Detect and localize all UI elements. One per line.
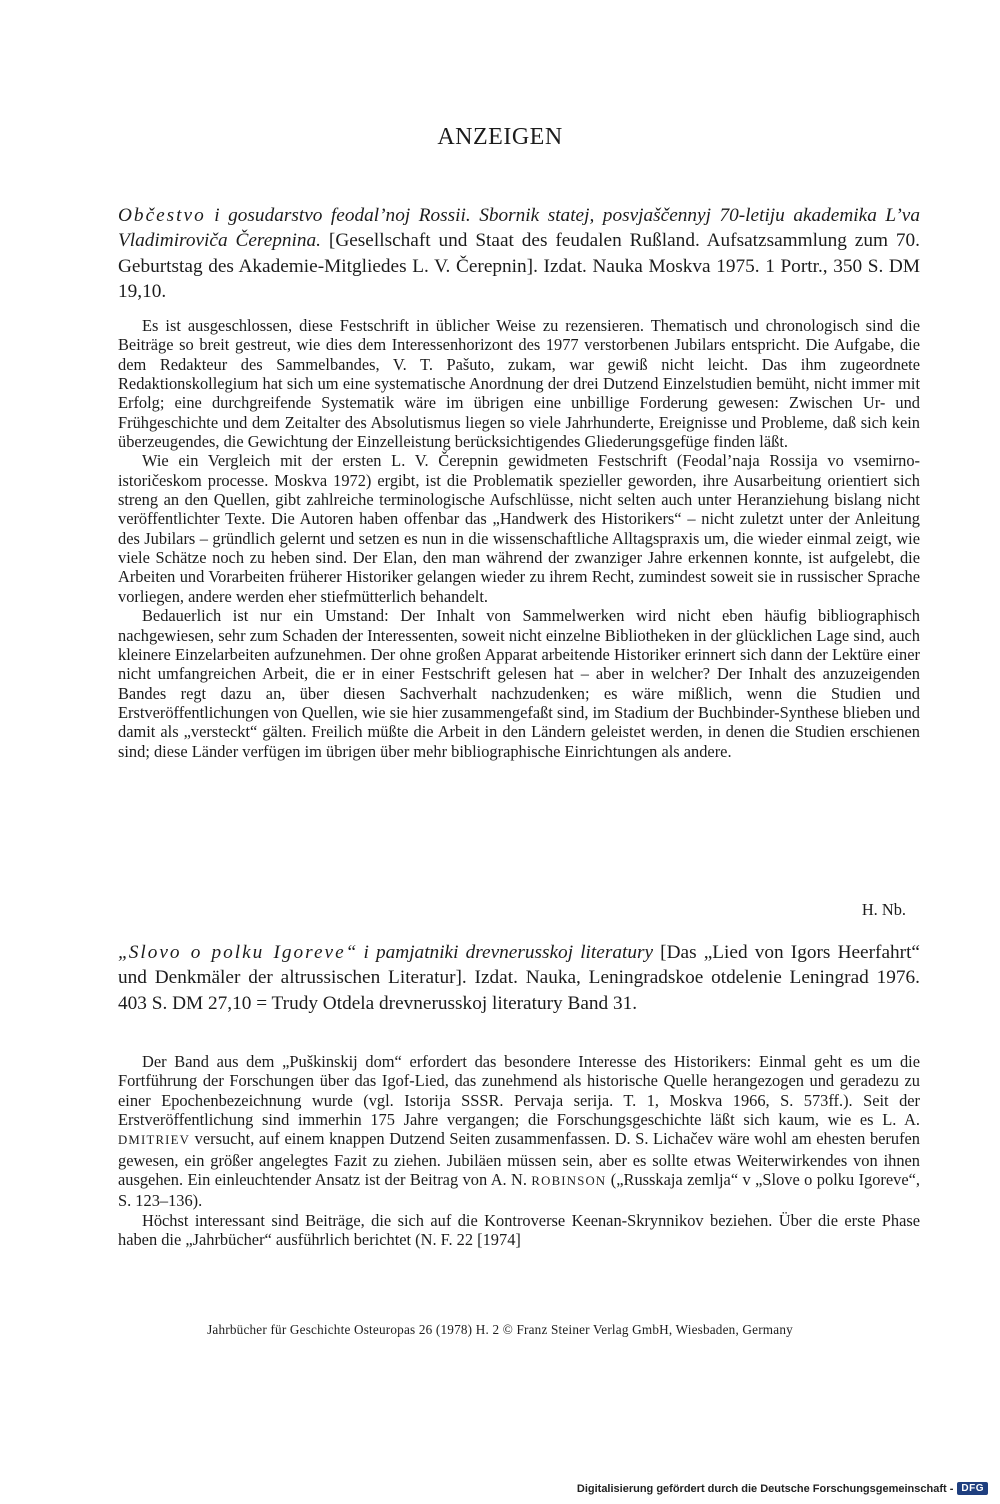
review1-paragraph-2: Wie ein Vergleich mit der ersten L. V. Čerepnin gewidmeten Festschrift (Feodal’naja Rossija vo vsemirno-istoričeskom processe. Moskva 1972) ergibt, ist die Problematik spezieller geworden, ihre Ausarbeitung orientiert sich streng an den Quellen, gibt zahlreiche terminologische Aufschlüsse, nicht selten auch unter Heranziehung bislang nicht veröffentlichter Texte. Die Autoren haben offenbar das „Handwerk des Historikers“ – nicht zuletzt unter der Anleitung des Jubilars – gründlich gelernt und setzen es nun in die wissenschaftliche Alltagspraxis um, die wieder einmal zeigt, wie viele Schätze noch zu heben sind. Der Elan, den man während der zwanziger Jahre erkennen konnte, ist aufgelebt, die Arbeiten und Vorarbeiten früherer Historiker gelangen wieder zu ihrem Recht, zumindest soweit sie in russischer Sprache vorliegen, andere werden eher stiefmütterlich behandelt. (118, 451, 920, 606)
digitization-text: Digitalisierung gefördert durch die Deutsche Forschungsgemeinschaft - (576, 1482, 954, 1495)
review1-signature: H. Nb. (861, 900, 906, 919)
review2-paragraph-1 (118, 1052, 920, 1211)
review2-heading-open-quote: „ (118, 942, 129, 963)
publisher-footer: Jahrbücher für Geschichte Osteuropas 26 (1978) H. 2 © Franz Steiner Verlag GmbH, Wiesbaden, Germany (207, 1322, 793, 1337)
review2-heading-roman: [Das „Lied von Igors Heerfahrt“ und Denkmäler der altrussischen Literatur]. Izdat. Nauka, Leningradskoe otdelenie Leningrad 1976. 403 S. DM 27,10 = Trudy Otdela drevnerusskoj literatury Band 31. (118, 942, 920, 1014)
review2-body (118, 1052, 920, 1249)
dfg-logo-icon: DFG (957, 1482, 988, 1495)
digitization-note (577, 1482, 988, 1495)
review2-p1-part-a: Der Band aus dem „Puškinskij dom“ erfordert das besondere Interesse des Historikers: Einmal geht es um die Fortführung der Forschungen über das Igof-Lied, das zunehmend als historische Quelle herangezogen und geradezu zu einer Epochenbezeichnung wurde (vgl. Istorija SSSR. Pervaja serija. T. 1, Moskva 1966, S. 573ff.). Seit der Erstveröffentlichung sind immerhin 175 Jahre vergangen; die Forschungsgeschichte läßt sich kaum, wie es L. A. (118, 1052, 920, 1130)
review1-body (118, 316, 920, 761)
review2-paragraph-2: Höchst interessant sind Beiträge, die sich auf die Kontroverse Keenan-Skrynnikov beziehen. Über die erste Phase haben die „Jahrbücher“ ausführlich berichtet (N. F. 22 [1974] (118, 1210, 920, 1250)
review2-heading (118, 940, 920, 1016)
author-name-robinson: ROBINSON (531, 1174, 607, 1189)
review1-heading-spaced: Občestvo (118, 205, 206, 226)
review2-p1-part-c: („Russkaja zemlja“ v „Slove o polku Igoreve“, S. 123–136). (118, 1170, 920, 1211)
review1-paragraph-3: Bedauerlich ist nur ein Umstand: Der Inhalt von Sammelwerken wird nicht eben häufig bibliographisch nachgewiesen, sehr zum Schaden der Interessenten, soweit nicht einzelne Bibliotheken in der glücklichen Lage sind, auch kleinere Einzelarbeiten aufzunehmen. Der ohne großen Apparat arbeitende Historiker erinnert sich dann der Lektüre einer nicht umfangreichen Arbeit, die er in einer Festschrift gelesen hat – aber in welcher? Der Inhalt des anzuzeigenden Bandes regt dazu an, über diesen Sachverhalt nachzudenken; es wäre mißlich, wenn die Studien und Erstveröffentlichungen von Quellen, wie sie hier zusammengefaßt sind, im Stadium der Buchbinder-Synthese blieben und damit als „versteckt“ gälten. Freilich müßte die Arbeit in den Ländern geleistet werden, in denen die Studien erschienen sind; diese Länder verfügen im übrigen über mehr bibliographische Einrichtungen als andere. (118, 606, 920, 761)
review2-p1-part-b: versucht, auf einem knappen Dutzend Seiten zusammenfassen. D. S. Lichačev wäre wohl am ehesten berufen gewesen, ein größer angelegtes Fazit zu ziehen. Jubiläen müssen sein, aber es sollte etwas Weiterwirkendes von ihnen ausgehen. Ein einleuchtender Ansatz ist der Beitrag von A. N. (118, 1129, 920, 1190)
review1-heading (118, 203, 920, 304)
review2-heading-spaced: Slovo o polku Igoreve (128, 942, 346, 963)
review1-paragraph-1: Es ist ausgeschlossen, diese Festschrift in üblicher Weise zu rezensieren. Thematisch und chronologisch sind die Beiträge so breit gestreut, wie dies dem Interessenhorizont des 1977 verstorbenen Jubilars entspricht. Die Aufgabe, die dem Redakteur des Sammelbandes, V. T. Pašuto, zukam, war gewiß nicht leicht. Das ihm zugeordnete Redaktionskollegium hat sich um eine systematische Anordnung der drei Dutzend Einzelstudien bemüht, nicht immer mit Erfolg; eine durchgreifende Systematik wäre im übrigen eine unbillige Forderung gewesen: Zwischen Ur- und Frühgeschichte und dem Zeitalter des Absolutismus liegen so viele Jahrhunderte, Ereignisse und Probleme, daß sich kein überzeugendes, die Gewichtung der Einzelleistung berücksichtigendes Gliederungsgefüge finden läßt. (118, 316, 920, 452)
author-name-dmitriev: DMITRIEV (118, 1133, 191, 1148)
review2-heading-italic: “ i pamjatniki drevnerusskoj literatury (345, 942, 654, 963)
page-title: ANZEIGEN (437, 124, 563, 150)
review1-heading-roman: [Gesellschaft und Staat des feudalen Rußland. Aufsatzsammlung zum 70. Geburtstag des Akademie-Mitgliedes L. V. Čerepnin]. Izdat. Nauka Moskva 1975. 1 Portr., 350 S. DM 19,10. (118, 230, 920, 302)
review1-heading-italic: i gosudarstvo feodal’noj Rossii. Sbornik statej, posvjaščennyj 70-letiju akademika L’va Vladimiroviča Čerepnina. (118, 205, 920, 252)
